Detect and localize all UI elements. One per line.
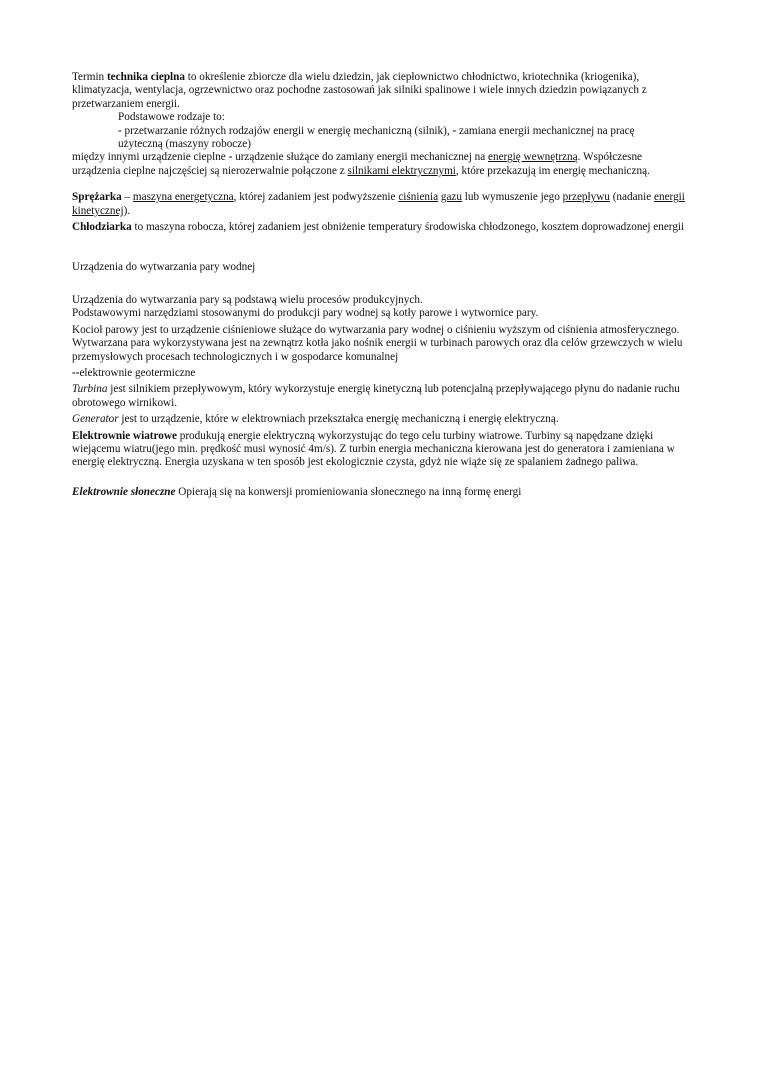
- text: jest to urządzenie, które w elektrowniach przekształca energię mechaniczną i energię elektryczną.: [118, 413, 559, 426]
- link-silniki-elektryczne[interactable]: silnikami elektrycznymi: [347, 164, 456, 177]
- types-list: [72, 125, 692, 152]
- text: elektrownie geotermiczne: [79, 366, 196, 379]
- term-generator: Generator: [72, 413, 119, 426]
- text: to określenie zbiorcze dla wielu dziedzin, jak ciepłownictwo chłodnictwo, kriotechnika (kriogenika), klimatyzacja, wentylacja, ogrzewnictwo oraz pochodne zastosowań jak silniki spalinowe i wiele innych dziedzin powiązanych z przetwarzaniem energii.: [72, 71, 647, 110]
- dash: --: [72, 366, 80, 379]
- paragraph-chlodziarka: [72, 221, 692, 234]
- paragraph-turbina: [72, 383, 692, 410]
- paragraph-sprezarka: [72, 191, 692, 218]
- paragraph-elektrownie-wiatrowe: [72, 430, 692, 470]
- text: Opierają się na konwersji promieniowania słonecznego na inną formę energi: [175, 485, 522, 498]
- term-elektrownie-sloneczne: Elektrownie słoneczne: [72, 485, 176, 498]
- text: –: [121, 191, 133, 204]
- text: . Współczesne urządzenia cieplne najczęściej są nierozerwalnie połączone z: [72, 151, 643, 177]
- types-intro: Podstawowe rodzaje to:: [118, 111, 225, 124]
- heading-urzadzenia-pary: Urządzenia do wytwarzania pary wodnej: [72, 261, 256, 274]
- link-przeplyw[interactable]: przepływu: [562, 191, 610, 204]
- term-elektrownie-wiatrowe: Elektrownie wiatrowe: [72, 429, 177, 442]
- dash: -: [452, 124, 459, 137]
- paragraph-urzadzenie-cieplne: [72, 151, 692, 178]
- link-cisnienie[interactable]: ciśnienia: [398, 191, 439, 204]
- text: lub wymuszenie jego: [462, 191, 563, 204]
- dash: -: [118, 124, 125, 137]
- text: między innymi urządzenie cieplne: [72, 151, 229, 164]
- term-chlodziarka: Chłodziarka: [72, 221, 132, 234]
- paragraph-elektrownie-sloneczne: [72, 486, 692, 499]
- paragraph-technika-cieplna: [72, 71, 692, 111]
- link-energia-kinetyczna[interactable]: energii kinetycznej: [72, 191, 685, 217]
- text: (nadanie: [609, 191, 655, 204]
- paragraph-geotermiczne: [72, 367, 692, 380]
- text: przetwarzanie różnych rodzajów energii w energię mechaniczną (silnik),: [124, 124, 453, 137]
- document-body: [72, 71, 692, 499]
- term-technika-cieplna: technika cieplna: [106, 71, 185, 83]
- text: to maszyna robocza, której zadaniem jest obniżenie temperatury środowiska chłodzonego, kosztem doprowadzonej energii: [131, 221, 685, 234]
- text: ).: [123, 204, 131, 217]
- dash: -: [228, 151, 236, 164]
- link-gaz[interactable]: gazu: [440, 191, 462, 204]
- text: produkują energie elektryczną wykorzystując do tego celu turbiny wiatrowe. Turbiny są napędzane dzięki wiejącemu wiatru(jego min. prędkość musi wynosić 4m/s). Z turbin energia mechaniczna kierowana jest do generatora i zamieniana w energię elektryczną. Energia uzyskana w ten sposób jest ekologicznie czysta, gdyż nie wiąże się ze spalaniem żadnego paliwa.: [72, 429, 675, 469]
- link-energia-wewnetrzna[interactable]: energię wewnętrzną: [488, 151, 578, 164]
- text: , której zadaniem jest podwyższenie: [233, 191, 399, 204]
- text: Termin: [72, 71, 107, 83]
- text: jest silnikiem przepływowym, który wykorzystuje energię kinetyczną lub potencjalną przepływającego płynu do nadanie ruchu obrotowego wirnikowi.: [72, 383, 680, 409]
- paragraph-generator: [72, 413, 692, 426]
- paragraph-pary-1: Urządzenia do wytwarzania pary są podstawą wielu procesów produkcyjnych.: [72, 293, 423, 306]
- text: , które przekazują im energię mechaniczną.: [455, 164, 650, 177]
- text: zamiana energii mechanicznej na pracę użyteczną (maszyny robocze): [118, 124, 635, 151]
- text: urządzenie służące do zamiany energii mechanicznej na: [235, 151, 489, 164]
- link-maszyna-energetyczna[interactable]: maszyna energetyczna: [132, 191, 234, 204]
- term-sprezarka: Sprężarka: [72, 191, 122, 204]
- paragraph-pary-2: Podstawowymi narzędziami stosowanymi do produkcji pary wodnej są kotły parowe i wytwornice pary.: [72, 307, 539, 320]
- paragraph-kociol: Kocioł parowy jest to urządzenie ciśnieniowe służące do wytwarzania pary wodnej o ciśnieniu wyższym od ciśnienia atmosferycznego. Wytwarzana para wykorzystywana jest na zewnątrz kotła jako nośnik energii w turbinach parowych oraz dla celów grzewczych w wielu przemysłowych procesach technologicznych i w gospodarce komunalnej: [72, 323, 683, 363]
- term-turbina: Turbina: [72, 383, 108, 396]
